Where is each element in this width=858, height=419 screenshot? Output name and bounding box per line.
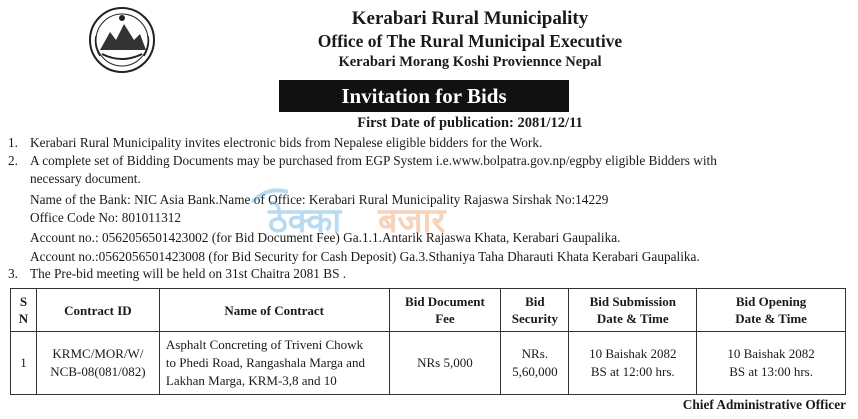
item-number: 1. bbox=[8, 135, 18, 150]
cell-contract-name: Asphalt Concreting of Triveni Chowk to Phedi Road, Rangashala Marga and Lakhan Marga, KRM-3,8 and 10 bbox=[159, 332, 389, 395]
header-contract-name: Name of Contract bbox=[159, 289, 389, 332]
cell-submission: 10 Baishak 2082 BS at 12:00 hrs. bbox=[569, 332, 697, 395]
account-security: Account no.:0562056501423008 (for Bid Security for Cash Deposit) Ga.3.Sthaniya Taha Dharauti Khata Kerabari Gaupalika. bbox=[30, 249, 700, 264]
cell-bid-security: NRs. 5,60,000 bbox=[501, 332, 569, 395]
item-text: A complete set of Bidding Documents may be purchased from EGP System i.e.www.bolpatra.gov.np/egpby eligible Bidders with bbox=[30, 153, 717, 168]
header-bid-security: Bid Security bbox=[501, 289, 569, 332]
header-bid-fee: Bid Document Fee bbox=[389, 289, 501, 332]
header-contract-id: Contract ID bbox=[36, 289, 159, 332]
cell-contract-id: KRMC/MOR/W/ NCB-08(081/082) bbox=[36, 332, 159, 395]
bank-details: Name of the Bank: NIC Asia Bank.Name of Office: Kerabari Rural Municipality Rajaswa Sirshak No:14229 bbox=[30, 192, 609, 207]
signatory: Chief Administrative Officer bbox=[682, 397, 846, 412]
office-address: Kerabari Morang Koshi Proviennce Nepal bbox=[338, 54, 602, 70]
cell-opening: 10 Baishak 2082 BS at 13:00 hrs. bbox=[697, 332, 846, 395]
municipality-title: Kerabari Rural Municipality bbox=[351, 8, 589, 29]
item-text: The Pre-bid meeting will be held on 31st Chaitra 2081 BS . bbox=[30, 266, 347, 281]
item-text-continued: necessary document. bbox=[30, 171, 141, 186]
item-number: 2. bbox=[8, 153, 18, 168]
header-submission: Bid Submission Date & Time bbox=[569, 289, 697, 332]
header-sn: S N bbox=[11, 289, 37, 332]
municipality-emblem-icon bbox=[88, 6, 156, 74]
item-text: Kerabari Rural Municipality invites electronic bids from Nepalese eligible bidders for the Work. bbox=[30, 135, 543, 150]
publication-date: First Date of publication: 2081/12/11 bbox=[357, 115, 583, 131]
header-opening: Bid Opening Date & Time bbox=[697, 289, 846, 332]
cell-sn: 1 bbox=[11, 332, 37, 395]
cell-bid-fee: NRs 5,000 bbox=[389, 332, 501, 395]
office-code: Office Code No: 801011312 bbox=[30, 210, 182, 225]
account-fee: Account no.: 0562056501423002 (for Bid Document Fee) Ga.1.1.Antarik Rajaswa Khata, Kerabari Gaupalika. bbox=[30, 230, 621, 245]
office-title: Office of The Rural Municipal Executive bbox=[317, 31, 623, 51]
table-header-row bbox=[11, 289, 846, 332]
watermark-part2: बजार bbox=[378, 201, 446, 241]
bids-table bbox=[10, 288, 846, 395]
notice-banner: Invitation for Bids bbox=[279, 80, 569, 112]
watermark-part1: ठेक्का bbox=[268, 201, 342, 241]
item-number: 3. bbox=[8, 266, 18, 281]
table-row bbox=[11, 332, 846, 395]
